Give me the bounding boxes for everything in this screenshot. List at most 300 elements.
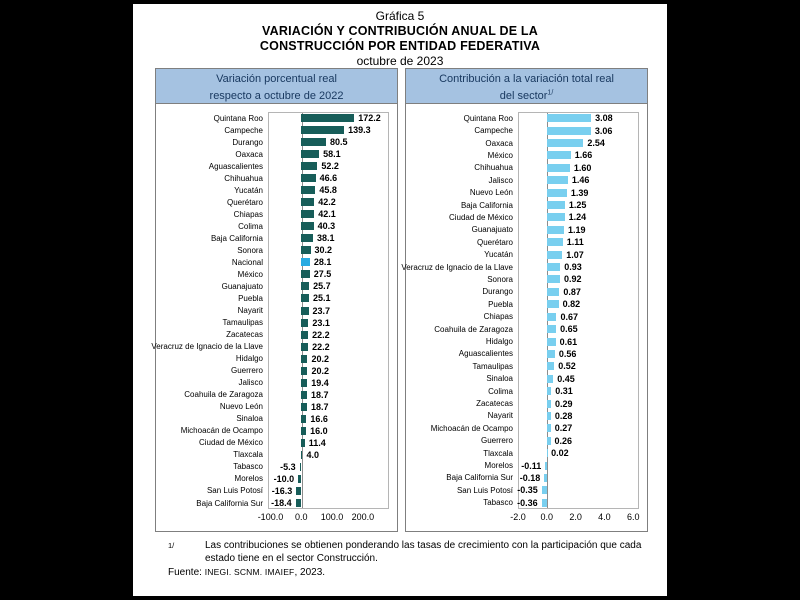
axis-tick-label: 4.0	[598, 512, 611, 522]
category-label: Coahuila de Zaragoza	[184, 390, 263, 400]
value-label: 25.7	[313, 281, 331, 292]
category-label: Coahuila de Zaragoza	[434, 324, 513, 334]
bar	[301, 391, 307, 399]
chart-row	[156, 256, 397, 268]
bar	[547, 127, 591, 135]
chart-row	[156, 136, 397, 148]
bar-track	[268, 136, 389, 148]
bar-track	[268, 341, 389, 353]
category-label: Morelos	[484, 461, 513, 471]
chart-row	[406, 236, 647, 248]
bar	[547, 313, 557, 321]
panel-contribucion-header-line2: del sector$^{1/}$	[499, 89, 554, 102]
bar-track	[518, 137, 639, 149]
axis-tick-label: -100.0	[257, 512, 284, 522]
chart-row	[156, 329, 397, 341]
value-label: 1.60	[573, 162, 592, 173]
category-label: Jalisco	[488, 175, 513, 185]
bar	[542, 499, 547, 507]
category-label: Yucatán	[234, 185, 263, 195]
value-label: 0.27	[554, 423, 573, 434]
chart-row	[406, 447, 647, 459]
chart-row	[156, 353, 397, 365]
bar-track	[518, 261, 639, 273]
bar	[547, 288, 560, 296]
category-label: Baja California	[210, 233, 263, 243]
value-label: 20.2	[311, 353, 329, 364]
value-label: 1.46	[571, 175, 590, 186]
category-label: Oaxaca	[485, 138, 513, 148]
bar	[547, 375, 553, 383]
bar-track	[268, 196, 389, 208]
value-label: 1.66	[574, 150, 593, 161]
chart-row	[406, 199, 647, 211]
bar	[547, 362, 554, 370]
category-label: Veracruz de Ignacio de la Llave	[151, 342, 263, 352]
value-label: 0.31	[555, 386, 573, 397]
panel-contribucion	[401, 68, 648, 532]
chart-row	[156, 449, 397, 461]
bar	[301, 343, 308, 351]
x-axis	[257, 509, 389, 523]
chart-row	[156, 437, 397, 449]
bar	[301, 258, 310, 266]
value-label: 172.2	[358, 113, 381, 124]
bar-track	[268, 365, 389, 377]
bar	[547, 300, 559, 308]
value-label: 1.39	[570, 187, 589, 198]
category-label: Tlaxcala	[483, 448, 513, 458]
category-label: Ciudad de México	[198, 438, 263, 448]
category-label: Ciudad de México	[448, 212, 513, 222]
page-title-line2: CONSTRUCCIÓN POR ENTIDAD FEDERATIVA	[259, 39, 541, 53]
value-label: 52.2	[321, 161, 339, 172]
value-label: 0.28	[554, 410, 573, 421]
bar-track	[268, 268, 389, 280]
chart-row	[406, 385, 647, 397]
category-label: Tamaulipas	[222, 318, 263, 328]
category-label: Campeche	[474, 126, 513, 136]
chart-row	[156, 425, 397, 437]
bar	[301, 319, 308, 327]
bar-track	[518, 348, 639, 360]
value-label: 0.26	[554, 435, 573, 446]
chart-row	[406, 410, 647, 422]
bar	[301, 222, 313, 230]
bar-track	[518, 149, 639, 161]
value-label: 11.4	[308, 437, 326, 448]
value-label: 80.5	[330, 137, 348, 148]
chart-row	[156, 317, 397, 329]
footnote-text: Las contribuciones se obtienen ponderando las tasas de crecimiento con la participación que cada estado tiene en el sector Construcción.	[205, 540, 642, 564]
bar-track	[518, 124, 639, 136]
bar-track	[518, 162, 639, 174]
category-label: México	[487, 150, 513, 160]
footnote-ref: 1/	[547, 89, 554, 96]
chart-row	[406, 174, 647, 186]
bar-track	[518, 459, 639, 471]
category-label: Baja California Sur	[196, 498, 263, 508]
value-label: 0.45	[557, 373, 575, 384]
category-label: Chihuahua	[224, 173, 263, 183]
chart-row	[156, 485, 397, 497]
chart-row	[156, 292, 397, 304]
chart-row	[406, 186, 647, 198]
value-label: 3.08	[595, 113, 613, 124]
bar-track	[518, 373, 639, 385]
source-line	[168, 567, 665, 578]
chart-row	[156, 413, 397, 425]
axis-tick-label: 6.0	[626, 512, 640, 522]
chart-row	[156, 497, 397, 509]
bar-track	[518, 435, 639, 447]
chart-row	[406, 422, 647, 434]
bar-track	[268, 353, 389, 365]
value-label: 1.24	[568, 212, 587, 223]
bar	[301, 162, 317, 170]
bar-track	[518, 472, 639, 484]
bar-track	[268, 160, 389, 172]
bar	[301, 355, 307, 363]
value-label: 40.3	[317, 221, 336, 232]
chart-row	[406, 435, 647, 447]
chart-row	[156, 112, 397, 124]
chart-row	[156, 268, 397, 280]
bar-track	[268, 184, 389, 196]
category-label: Sonora	[237, 245, 263, 255]
bar	[300, 463, 302, 471]
value-label: 139.3	[348, 125, 371, 136]
category-label: Nacional	[231, 257, 263, 267]
value-label: 1.07	[566, 249, 584, 260]
bar	[547, 176, 568, 184]
category-label: Baja California Sur	[446, 473, 513, 483]
chart-row	[406, 273, 647, 285]
bar-track	[268, 172, 389, 184]
value-label: 58.1	[323, 149, 341, 160]
category-label: Chiapas	[233, 209, 263, 219]
bar	[547, 437, 551, 445]
bar-track	[268, 280, 389, 292]
chart-row	[406, 373, 647, 385]
bar	[301, 198, 314, 206]
chart-row	[156, 124, 397, 136]
chart-row	[156, 220, 397, 232]
category-label: Tabasco	[233, 462, 263, 472]
bar-track	[518, 335, 639, 347]
bar	[542, 486, 547, 494]
category-label: Guerrero	[480, 436, 513, 446]
category-label: Guanajuato	[221, 281, 263, 291]
chart-row	[156, 172, 397, 184]
category-label: Campeche	[224, 125, 263, 135]
bar	[547, 164, 570, 172]
bar-track	[268, 485, 389, 497]
bar	[301, 294, 309, 302]
bar	[547, 412, 551, 420]
bar-track	[268, 148, 389, 160]
bar	[301, 379, 307, 387]
bar-track	[268, 389, 389, 401]
bar	[547, 114, 591, 122]
bar	[547, 424, 551, 432]
category-label: Baja California	[460, 200, 513, 210]
chart-row	[156, 280, 397, 292]
bar	[301, 427, 306, 435]
bar-track	[518, 360, 639, 372]
bar-track	[268, 473, 389, 485]
category-label: San Luis Potosí	[456, 485, 513, 495]
bar-track	[518, 298, 639, 310]
category-label: Nayarit	[237, 306, 263, 316]
bar	[301, 415, 306, 423]
chart-row	[156, 148, 397, 160]
bar-track	[518, 199, 639, 211]
bar-track	[518, 397, 639, 409]
footnote-block	[168, 540, 665, 578]
chart-row	[406, 248, 647, 260]
value-label: 0.67	[560, 311, 578, 322]
value-label: 23.7	[312, 305, 331, 316]
value-label: 16.0	[310, 425, 328, 436]
bar-track	[268, 497, 389, 509]
source-rest: , 2023.	[294, 567, 326, 578]
bar-track	[518, 273, 639, 285]
bar-track	[268, 256, 389, 268]
axis-tick-label: 200.0	[351, 512, 375, 522]
bar	[301, 246, 310, 254]
bar	[547, 387, 551, 395]
value-label: 18.7	[311, 401, 329, 412]
axis-tick-label: 0.0	[540, 512, 554, 522]
bar-track	[518, 248, 639, 260]
category-label: Guanajuato	[471, 225, 513, 235]
variacion-chart	[151, 104, 397, 531]
chart-row	[156, 232, 397, 244]
value-label: 42.2	[318, 197, 336, 208]
bar	[301, 234, 313, 242]
value-label: 38.1	[316, 233, 335, 244]
chart-row	[406, 484, 647, 496]
category-label: Yucatán	[484, 250, 513, 260]
panel-variacion	[151, 68, 398, 532]
bar	[545, 462, 547, 470]
bar-track	[268, 413, 389, 425]
value-label: 22.2	[312, 341, 330, 352]
chart-row	[156, 208, 397, 220]
value-label: 16.6	[310, 413, 328, 424]
panel-variacion-header-line2: respecto a octubre de 2022	[209, 89, 344, 102]
bar-track	[518, 497, 639, 509]
value-label: -16.3	[271, 485, 293, 496]
category-label: Nuevo León	[219, 402, 263, 412]
bar	[547, 189, 567, 197]
category-label: Colima	[488, 386, 513, 396]
chart-row	[406, 224, 647, 236]
bar-track	[518, 286, 639, 298]
bar	[547, 226, 564, 234]
chart-row	[406, 298, 647, 310]
value-label: 0.82	[562, 299, 581, 310]
bar-track	[268, 377, 389, 389]
category-label: Veracruz de Ignacio de la Llave	[401, 262, 513, 272]
bar-track	[518, 422, 639, 434]
value-label: 45.8	[319, 185, 337, 196]
chart-row	[156, 244, 397, 256]
bar	[547, 325, 556, 333]
chart-row	[156, 184, 397, 196]
value-label: 46.6	[319, 173, 338, 184]
title-block	[133, 9, 667, 69]
chart-row	[401, 261, 647, 273]
value-label: 28.1	[313, 257, 332, 268]
axis-tick-label: 0.0	[294, 512, 308, 522]
axis-tick-label: 2.0	[569, 512, 582, 522]
panel-contribucion-header-line1: Contribución a la variación total real	[439, 73, 614, 85]
value-label: 4.0	[306, 449, 319, 460]
chart-row	[406, 286, 647, 298]
value-label: -5.3	[280, 461, 296, 472]
panel-variacion-header-line1: Variación porcentual real	[216, 73, 337, 85]
bar	[547, 400, 551, 408]
source-label: Fuente:	[168, 567, 202, 578]
footnote-marker: 1/	[168, 541, 175, 550]
value-label: 25.1	[312, 293, 331, 304]
x-axis	[510, 509, 640, 523]
document-page	[133, 4, 667, 596]
chart-row	[156, 401, 397, 413]
panel-variacion-header	[156, 69, 397, 104]
value-label: 27.5	[313, 269, 332, 280]
bar-track	[518, 224, 639, 236]
page-title-line1: VARIACIÓN Y CONTRIBUCIÓN ANUAL DE LA	[262, 24, 538, 38]
chart-row	[156, 196, 397, 208]
chart-row	[406, 311, 647, 323]
page-subtitle: octubre de 2023	[356, 54, 444, 68]
bar	[301, 403, 307, 411]
chart-row	[406, 459, 647, 471]
category-label: Oaxaca	[235, 149, 263, 159]
bar	[301, 451, 302, 459]
category-label: Sinaloa	[236, 414, 263, 424]
value-label: 1.19	[567, 224, 586, 235]
bar-track	[518, 211, 639, 223]
value-label: 0.29	[554, 398, 573, 409]
value-label: 0.56	[558, 348, 577, 359]
chart-row	[406, 348, 647, 360]
category-label: Michoacán de Ocampo	[430, 423, 513, 433]
value-label: 2.54	[587, 138, 605, 149]
value-label: 0.93	[564, 262, 582, 273]
bar	[301, 138, 326, 146]
bar	[301, 270, 309, 278]
category-label: Nuevo León	[469, 188, 513, 198]
bar-track	[268, 317, 389, 329]
bar	[301, 114, 354, 122]
category-label: Tabasco	[483, 498, 513, 508]
value-label: -0.35	[517, 485, 538, 496]
value-label: 3.06	[594, 125, 613, 136]
bar	[296, 487, 301, 495]
category-label: San Luis Potosí	[206, 486, 263, 496]
bar	[544, 474, 547, 482]
bar	[301, 174, 315, 182]
bar-track	[518, 323, 639, 335]
bar-track	[518, 410, 639, 422]
bar-track	[268, 244, 389, 256]
value-label: -0.18	[519, 472, 541, 483]
chart-number: Gráfica 5	[375, 9, 425, 23]
value-label: 0.92	[564, 274, 582, 285]
category-label: Puebla	[238, 293, 263, 303]
value-label: 42.1	[318, 209, 336, 220]
category-label: Hidalgo	[235, 354, 263, 364]
bar-track	[268, 220, 389, 232]
bar	[301, 210, 314, 218]
chart-row	[156, 389, 397, 401]
value-label: -18.4	[271, 498, 292, 509]
value-label: 19.4	[311, 377, 329, 388]
bar-track	[268, 305, 389, 317]
bar-track	[518, 311, 639, 323]
bar	[547, 275, 560, 283]
value-label: 0.87	[563, 286, 581, 297]
category-label: Querétaro	[226, 197, 263, 207]
bar-track	[268, 124, 389, 136]
chart-rows	[401, 112, 647, 509]
bar-track	[268, 425, 389, 437]
bar	[547, 213, 565, 221]
chart-row	[156, 160, 397, 172]
chart-row	[406, 112, 647, 124]
category-label: México	[237, 269, 263, 279]
value-label: 0.02	[551, 448, 569, 459]
value-label: 23.1	[312, 317, 330, 328]
bar-track	[518, 174, 639, 186]
chart-row	[156, 461, 397, 473]
category-label: Jalisco	[238, 378, 263, 388]
chart-row	[406, 472, 647, 484]
category-label: Hidalgo	[485, 337, 513, 347]
category-label: Puebla	[488, 299, 513, 309]
value-label: 30.2	[314, 245, 333, 256]
bar-track	[268, 232, 389, 244]
value-label: -0.36	[517, 497, 538, 508]
bar	[301, 331, 308, 339]
bar-track	[268, 401, 389, 413]
category-label: Durango	[482, 287, 513, 297]
category-label: Querétaro	[476, 237, 513, 247]
category-label: Tlaxcala	[233, 450, 263, 460]
bar-track	[268, 329, 389, 341]
value-label: 0.61	[559, 336, 578, 347]
value-label: 1.25	[568, 200, 587, 211]
category-label: Chiapas	[483, 312, 513, 322]
panel-contribucion-header	[406, 69, 647, 104]
category-label: Aguascalientes	[208, 161, 263, 171]
bar	[547, 251, 562, 259]
bar-track	[518, 484, 639, 496]
value-label: 22.2	[312, 329, 330, 340]
chart-row	[156, 305, 397, 317]
value-label: 20.2	[311, 365, 329, 376]
bar	[547, 201, 565, 209]
chart-row	[406, 162, 647, 174]
bar	[547, 263, 560, 271]
category-label: Zacatecas	[226, 330, 263, 340]
bar	[547, 151, 571, 159]
value-label: 0.65	[560, 324, 578, 335]
